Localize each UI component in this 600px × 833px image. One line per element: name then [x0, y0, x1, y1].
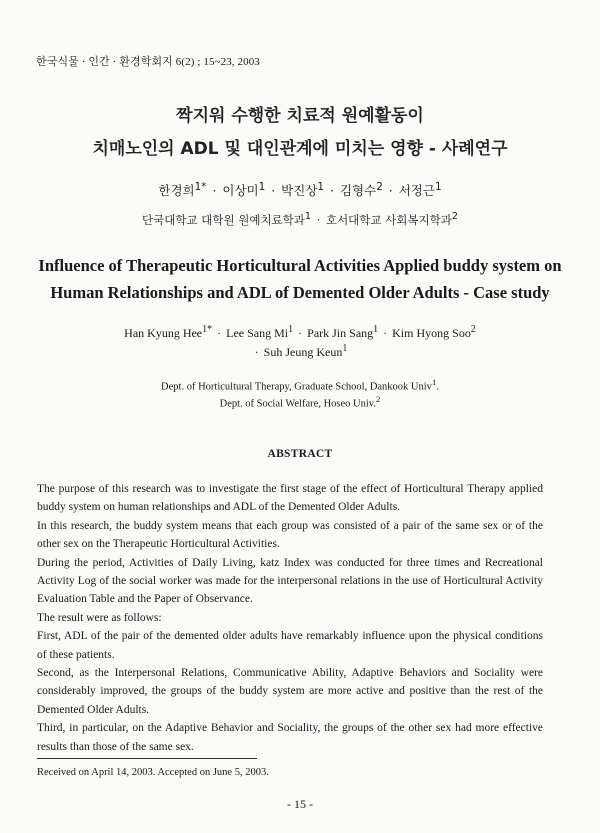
korean-author: 김형수$^2$ — [339, 181, 383, 199]
korean-author: 박진상$^1$ — [281, 181, 325, 199]
abstract-paragraph: Third, in particular, on the Adaptive Behavior and Sociality, the groups of the other sex had more effective results than those of the same sex. — [37, 722, 543, 753]
received-note: Received on April 14, 2003. Accepted on June 5, 2003. — [37, 767, 269, 778]
english-author: Han Kyung Hee$^{1*}$ — [124, 324, 213, 340]
korean-affiliation: 호서대학교 사회복지학과$^2$ — [325, 211, 458, 227]
abstract-paragraph: During the period, Activities of Daily Living, katz Index was conducted for three times and Recreational Activity Log of the social worker was made for the interpersonal relations in the use of Horticultural Activity Evaluation Table and the Paper of Observance. — [37, 556, 543, 606]
korean-title-line-2: 치매노인의 ADL 및 대인관계에 미치는 영향 - 사례연구 — [92, 139, 508, 159]
english-affiliation-1: Dept. of Horticultural Therapy, Graduate School, Dankook Univ$^1$. — [161, 377, 439, 393]
english-author: Park Jin Sang$^1$ — [307, 324, 379, 340]
korean-affiliation: 단국대학교 대학원 원예치료학과$^1$ — [142, 211, 311, 227]
abstract-paragraph: In this research, the buddy system means that each group was consisted of a pair of the same sex or of the other sex on the Therapeutic Horticultural Activities. — [37, 519, 543, 551]
english-authors-line-1: Han Kyung Hee$^{1*}$ · Lee Sang $Mi^1$ · Park Jin Sang$^1$ · Kim Hyong Soo$^2$ — [124, 324, 476, 340]
english-title-line-1: Influence of Therapeutic Horticultural Activities Applied buddy system on — [38, 256, 562, 275]
english-authors-line-2: · Suh Jeung Keun$^1$ — [254, 343, 348, 359]
english-author: Suh Jeung Keun$^1$ — [263, 343, 348, 359]
abstract-paragraph: Second, as the Interpersonal Relations, Communicative Ability, Adaptive Behaviors and Sociality were considerably improved, the groups of the buddy system are more active and positive than the rest of the Demented Older Adults. — [37, 667, 543, 716]
footnote-divider — [37, 758, 257, 759]
korean-author: 서정근$^1$ — [398, 181, 442, 199]
journal-citation: 한국식물 · 인간 · 환경학회지 6(2) ; 15~23, 2003 — [36, 56, 260, 68]
korean-author: 한경희$^{1*}$ — [158, 181, 207, 199]
korean-affiliations: 단국대학교 대학원 원예치료학과$^1$ · 호서대학교 사회복지학과$^2$ — [142, 211, 458, 227]
abstract-paragraph: First, ADL of the pair of the demented older adults have remarkably influence upon the physical conditions of these patients. — [37, 630, 543, 661]
korean-authors: 한경희$^{1*}$ · 이상미$^1$ · 박진상$^1$ · 김형수$^2$ · 서정근$^1$ — [158, 181, 442, 199]
korean-title-line-1: 짝지워 수행한 치료적 원예활동이 — [176, 106, 424, 126]
korean-author: 이상미$^1$ — [222, 181, 266, 199]
abstract-paragraph: The purpose of this research was to investigate the first stage of the effect of Horticultural Therapy applied buddy system on human relationships and ADL of the Demented Older Adults. — [37, 483, 543, 514]
abstract-body — [37, 480, 543, 756]
page-number: - 15 - — [287, 797, 313, 811]
abstract-heading: ABSTRACT — [267, 448, 333, 460]
english-author: Kim Hyong Soo$^2$ — [392, 324, 476, 340]
abstract-paragraph: The result were as follows: — [37, 611, 162, 624]
english-affiliation-2: Dept. of Social Welfare, Hoseo Univ.$^2$ — [219, 394, 381, 410]
english-author: Lee Sang Mi$^1$ — [226, 324, 294, 340]
english-title-line-2: Human Relationships and ADL of Demented Older Adults - Case study — [50, 283, 550, 302]
